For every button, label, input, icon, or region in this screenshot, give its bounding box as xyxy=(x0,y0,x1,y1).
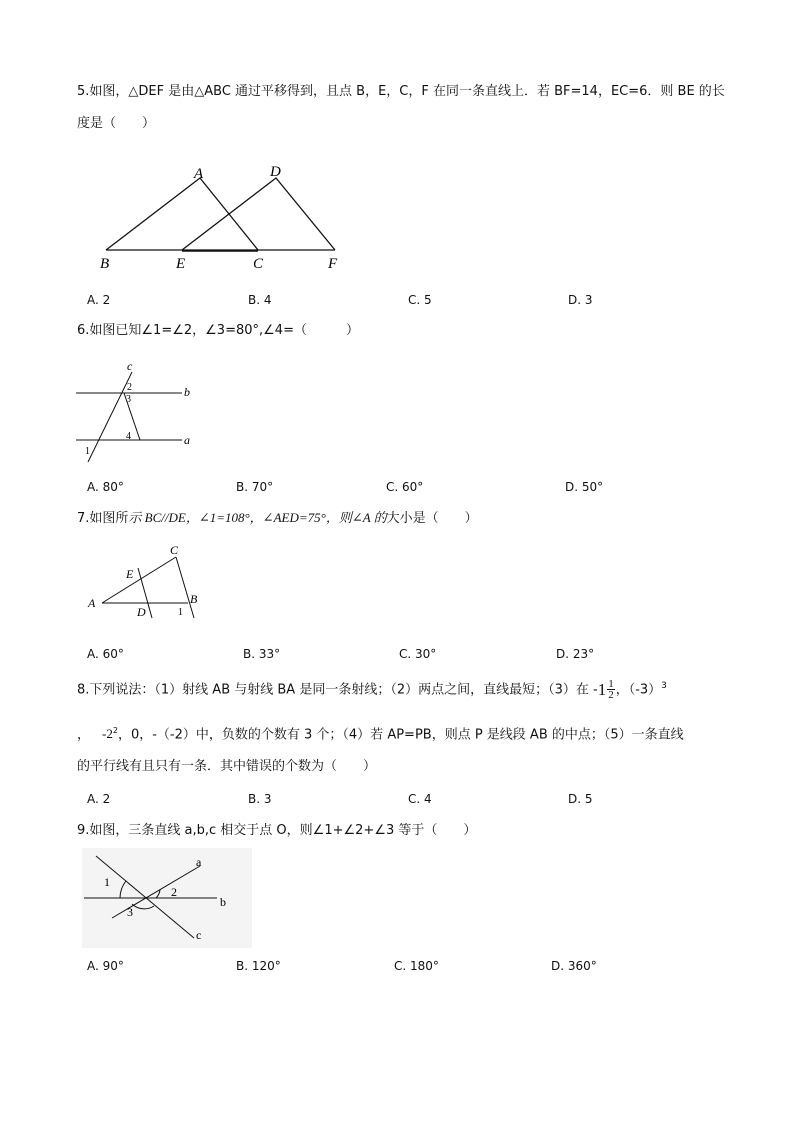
q9-angle-2: 2 xyxy=(171,885,177,899)
q8-option-d[interactable]: D. 5 xyxy=(568,792,593,806)
q7-angle-1: 1 xyxy=(178,607,183,618)
q5-label-b: B xyxy=(100,256,110,272)
q6-angle-3: 3 xyxy=(126,394,131,405)
q8-fraction-denominator: 2 xyxy=(608,689,614,702)
q7-label-a: A xyxy=(88,596,96,610)
q7-stem-italic: 示 BC//DE，∠1=108°，∠AED=75°，则∠A 的 xyxy=(128,510,387,525)
q9-angle-1: 1 xyxy=(104,875,110,889)
q5-option-b[interactable]: B. 4 xyxy=(248,293,272,307)
q9-option-b[interactable]: B. 120° xyxy=(236,959,281,973)
q7-stem-prefix: 7.如图所 xyxy=(77,511,129,526)
q6-label-a: a xyxy=(184,433,190,447)
q9-figure xyxy=(82,848,252,948)
q9-label-b: b xyxy=(220,895,226,909)
q5-label-f: F xyxy=(328,256,338,272)
q8-line1-tail: ，（-3） xyxy=(615,682,662,698)
q5-label-a: A xyxy=(194,166,204,182)
q7-stem-suffix: 大小是（ ） xyxy=(386,511,478,526)
q6-option-b[interactable]: B. 70° xyxy=(236,480,274,494)
q7-label-c: C xyxy=(170,543,179,557)
q9-option-a[interactable]: A. 90° xyxy=(87,959,124,973)
q5-label-d: D xyxy=(270,164,281,180)
q9-option-c[interactable]: C. 180° xyxy=(394,959,439,973)
q7-option-a[interactable]: A. 60° xyxy=(87,647,124,661)
q6-angle-2: 2 xyxy=(127,382,132,393)
q7-label-b: B xyxy=(190,592,198,606)
q8-mixed-whole: 1 xyxy=(597,679,607,699)
q8-neg-exponent: 2 xyxy=(112,726,118,735)
q6-option-c[interactable]: C. 60° xyxy=(386,480,424,494)
q5-stem-line1: 5.如图，△DEF 是由△ABC 通过平移得到，且点 B，E，C，F 在同一条直线上．若 BF=14，EC=6．则 BE 的长 xyxy=(77,84,725,99)
q8-line2-text: ，0，-（-2）中，负数的个数有 3 个；（4）若 AP=PB，则点 P 是线段 AB 的中点；（5）一条直线 xyxy=(117,727,684,743)
q6-option-a[interactable]: A. 80° xyxy=(87,480,124,494)
q5-label-c: C xyxy=(253,256,264,272)
q8-cube-exponent: 3 xyxy=(661,681,667,691)
q9-label-c: c xyxy=(196,928,202,942)
q8-stem-line1 xyxy=(77,677,667,700)
q7-label-d: D xyxy=(137,605,146,619)
q8-stem-line3: 的平行线有且只有一条．其中错误的个数为（ ） xyxy=(77,759,377,774)
q8-line1-text: 8.下列说法：（1）射线 AB 与射线 BA 是同一条射线；（2）两点之间，直线最短；（3）在 - xyxy=(77,682,598,698)
q8-option-b[interactable]: B. 3 xyxy=(248,792,272,806)
q7-figure xyxy=(86,540,216,622)
q6-label-c: c xyxy=(127,359,133,373)
q8-stem-line2 xyxy=(77,722,684,744)
q6-stem: 6.如图已知∠1=∠2，∠3=80°,∠4=（ ） xyxy=(77,323,359,338)
q9-option-d[interactable]: D. 360° xyxy=(551,959,597,973)
q5-stem-line2: 度是（ ） xyxy=(77,116,156,131)
q6-option-d[interactable]: D. 50° xyxy=(565,480,604,494)
q8-fraction-numerator: 1 xyxy=(608,678,614,691)
q9-angle-3: 3 xyxy=(127,905,133,919)
q7-stem xyxy=(77,509,478,528)
q7-option-b[interactable]: B. 33° xyxy=(243,647,281,661)
q8-line2-comma: ， xyxy=(77,727,91,743)
q8-option-c[interactable]: C. 4 xyxy=(408,792,432,806)
q5-figure xyxy=(90,158,360,276)
q5-label-e: E xyxy=(176,256,186,272)
q6-angle-1: 1 xyxy=(85,446,90,457)
q5-option-c[interactable]: C. 5 xyxy=(408,293,432,307)
q8-option-a[interactable]: A. 2 xyxy=(87,792,111,806)
q9-stem: 9.如图，三条直线 a,b,c 相交于点 O，则∠1+∠2+∠3 等于（ ） xyxy=(77,823,477,838)
q7-label-e: E xyxy=(126,567,134,581)
q9-label-a: a xyxy=(196,855,202,869)
q5-option-d[interactable]: D. 3 xyxy=(568,293,593,307)
q7-option-d[interactable]: D. 23° xyxy=(556,647,595,661)
q7-option-c[interactable]: C. 30° xyxy=(399,647,437,661)
q8-neg-base: -2 xyxy=(102,726,113,742)
q6-label-b: b xyxy=(184,385,190,399)
q5-option-a[interactable]: A. 2 xyxy=(87,293,111,307)
q8-fraction xyxy=(607,679,615,700)
q6-angle-4: 4 xyxy=(126,431,131,442)
q6-figure xyxy=(74,356,204,466)
